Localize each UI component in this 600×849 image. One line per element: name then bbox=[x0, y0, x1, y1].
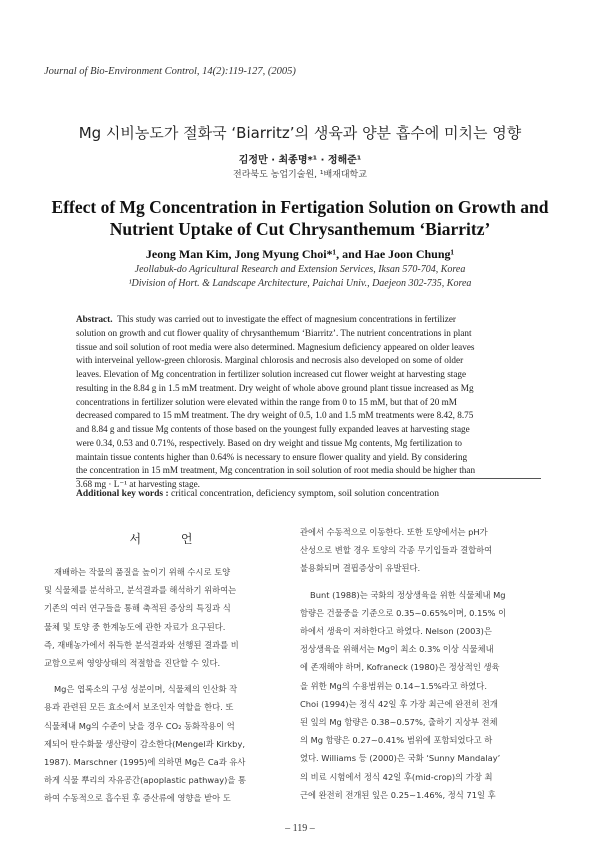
abstract-line: Abstract. This study was carried out to investigate the effect of magnesium concentrations in fertilizer bbox=[76, 314, 456, 324]
body-line: 및 식물체를 분석하고, 분석결과를 해석하기 위하여는 bbox=[44, 585, 237, 596]
english-title-line-2: Nutrient Uptake of Cut Chrysanthemum ‘Biarritz’ bbox=[109, 219, 491, 239]
abstract-line: 3.68 mg · L⁻¹ at harvesting stage. bbox=[76, 479, 200, 489]
body-line: 된 잎의 Mg 함량은 0.38~0.57%, 출하기 지상부 전체 bbox=[300, 717, 498, 728]
abstract-line: maintain tissue contents higher than 0.64% is necessary to ensure flower quality and yield. By considering bbox=[76, 451, 468, 462]
body-line: 즉, 재배농가에서 취득한 분석결과와 선행된 결과를 비 bbox=[44, 639, 239, 650]
body-line: 의 Mg 함량은 0.27~0.41% 범위에 포함되었다고 하 bbox=[300, 735, 493, 746]
body-line: 에 존재해야 하며, Kofraneck (1980)은 정상적인 생육 bbox=[300, 662, 500, 673]
korean-title: Mg 시비농도가 절화국 ‘Biarritz’의 생육과 양분 흡수에 미치는 영향 bbox=[78, 124, 522, 142]
body-line: Choi (1994)는 정식 42일 후 가장 최근에 완전히 전개 bbox=[300, 698, 498, 709]
body-line: 재배하는 작물의 품질을 높이기 위해 수시로 토양 bbox=[54, 567, 231, 577]
english-title-line-1: Effect of Mg Concentration in Fertigation Solution on Growth and bbox=[51, 197, 549, 217]
keywords-label: Additional key words : bbox=[76, 489, 169, 499]
abstract-line: solution on growth and cut flower quality of chrysanthemum ‘Biarritz’. The nutrient concentrations in plant bbox=[76, 327, 472, 338]
abstract-line: concentrations in fertilizer solution were elevated within the range from 0 to 15 mM, but that of 20 mM bbox=[76, 396, 457, 407]
body-line: 산성으로 변할 경우 토양의 각종 무기입들과 결합하여 bbox=[300, 545, 493, 556]
section-heading-introduction: 서 언 bbox=[129, 532, 211, 546]
abstract-line: and 8.84 g and tissue Mg contents of those based on the youngest fully expanded leaves at harvesting stage bbox=[76, 424, 470, 434]
body-line: 관에서 수동적으로 이동한다. 또한 토양에서는 pH가 bbox=[300, 527, 488, 537]
body-line: 불용화되며 결핍증상이 유발된다. bbox=[300, 563, 421, 574]
body-line: 정상생육을 위해서는 Mg이 최소 0.3% 이상 식물체내 bbox=[300, 644, 494, 655]
body-line: 1987). Marschner (1995)에 의하면 Mg은 Ca과 유사 bbox=[44, 757, 246, 768]
abstract-line: resulting in the 8.84 g in 1.5 mM treatment. Dry weight of whole above ground plant tissue increased as Mg bbox=[76, 382, 474, 393]
body-line: 하여 수동적으로 흡수된 후 증산류에 영향을 받아 도 bbox=[44, 793, 231, 804]
body-line: 였다. Williams 등 (2000)은 국화 ‘Sunny Mandalay’ bbox=[300, 753, 501, 764]
abstract-line: with interveinal yellow-green chlorosis. Marginal chlorosis and necrosis also developed on some of older bbox=[76, 355, 464, 366]
page-number: – 119 – bbox=[285, 823, 315, 834]
english-affiliation-1: Jeollabuk-do Agricultural Research and Extension Services, Iksan 570-704, Korea bbox=[134, 264, 466, 275]
body-line: Mg은 엽록소의 구성 성분이며, 식물체의 인산화 작 bbox=[54, 684, 238, 695]
body-line: 하게 식물 뿌리의 자유공간(apoplastic pathway)을 통 bbox=[44, 775, 247, 786]
korean-affiliation: 전라북도 농업기술원, ¹배재대학교 bbox=[233, 170, 367, 180]
body-line: 물체 및 토양 중 한계농도에 관한 자료가 요구된다. bbox=[44, 621, 226, 632]
english-title bbox=[20, 196, 580, 240]
abstract-line: leaves. Elevation of Mg concentration in fertilizer solution increased cut flower weight at harvesting stage bbox=[76, 369, 467, 379]
body-line: 을 위한 Mg의 수용범위는 0.14~1.5%라고 하였다. bbox=[300, 680, 487, 691]
body-line: 식물체내 Mg의 수준이 낮을 경우 CO₂ 동화작용이 억 bbox=[44, 720, 235, 731]
abstract-line: decreased compared to 15 mM treatment. The dry weight of 0.5, 1.0 and 1.5 mM treatments were 8.42, 8.75 bbox=[76, 410, 474, 421]
body-line: 하에서 생육이 저하한다고 하였다. Nelson (2003)은 bbox=[300, 626, 492, 637]
keywords-text: critical concentration, deficiency symptom, soil solution concentration bbox=[171, 489, 440, 499]
korean-authors: 김정만 · 최종명*¹ · 정해준¹ bbox=[238, 155, 362, 166]
keywords-divider bbox=[76, 478, 541, 479]
english-authors: Jeong Man Kim, Jong Myung Choi*¹, and Hae Joon Chung¹ bbox=[145, 247, 455, 261]
abstract-line: the concentration in 15 mM treatment, Mg concentration in soil solution of root media should be higher than bbox=[76, 465, 476, 476]
right-column bbox=[300, 523, 552, 804]
body-line: 제되어 탄수화물 생산량이 감소한다(Mengel과 Kirkby, bbox=[44, 738, 245, 749]
body-line: 의 비료 시험에서 정식 42일 후(mid-crop)의 가장 최 bbox=[300, 771, 493, 782]
abstract-line: tissue and soil solution of root media were also determined. Magnesium deficiency appeared on older leaves bbox=[76, 341, 475, 352]
english-affiliation-2: ¹Division of Hort. & Landscape Architecture, Paichai Univ., Daejeon 302-735, Korea bbox=[128, 278, 472, 289]
body-line: 기존의 여러 연구들을 통해 축적된 증상의 특징과 식 bbox=[44, 603, 231, 614]
abstract-line: were 0.34, 0.53 and 0.71%, respectively. Based on dry weight and tissue Mg contents, Mg fertilization to bbox=[76, 437, 462, 448]
body-line: Bunt (1988)는 국화의 정상생육을 위한 식물체내 Mg bbox=[310, 589, 506, 600]
body-line: 교함으로써 영양상태의 적절함을 진단할 수 있다. bbox=[44, 658, 221, 669]
journal-reference: Journal of Bio-Environment Control, 14(2):119-127, (2005) bbox=[44, 66, 296, 77]
abstract bbox=[76, 313, 541, 492]
abstract-label: Abstract. bbox=[76, 314, 113, 324]
body-line: 함량은 건물중을 기준으로 0.35~0.65%이며, 0.15% 이 bbox=[300, 607, 507, 618]
left-column bbox=[44, 563, 296, 808]
body-line: 용과 관련된 모든 효소에서 보조인자 역할을 한다. 또 bbox=[44, 702, 234, 713]
body-line: 근에 완전히 전개된 잎은 0.25~1.46%, 정식 71일 후 bbox=[300, 789, 496, 800]
additional-keywords bbox=[76, 489, 439, 499]
